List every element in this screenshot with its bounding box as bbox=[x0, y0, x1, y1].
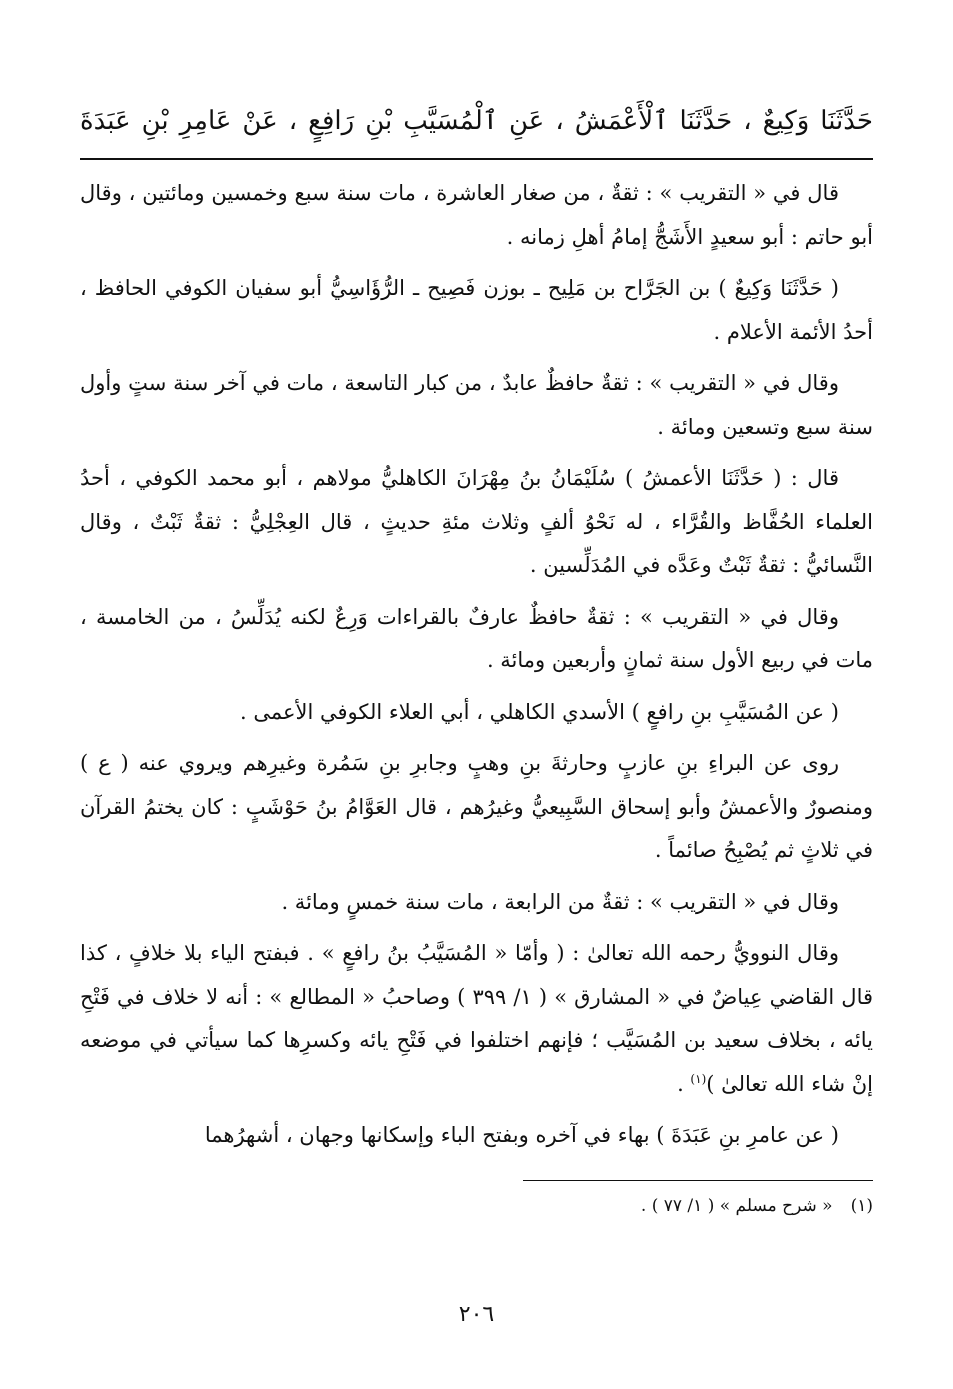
footnote-reference[interactable]: (١) bbox=[690, 1071, 707, 1086]
page-number: ٢٠٦ bbox=[458, 1302, 495, 1327]
page-body bbox=[80, 96, 873, 1221]
paragraph-6: ( عن المُسَيَّبِ بنِ رافعٍ ) الأسدي الكاهلي ، أبي العلاء الكوفي الأعمى . bbox=[239, 699, 839, 724]
paragraph-1: قال في « التقريب » : ثقةٌ ، من صغار العاشرة ، مات سنة سبع وخمسين ومائتين ، وقال أبو حاتم : أبو سعيدٍ الأَشَجُّ إمامُ أهلِ زمانه . bbox=[80, 181, 873, 249]
paragraph-5: وقال في « التقريب » : ثقةٌ حافظٌ عارفٌ بالقراءات وَرِعٌ لكنه يُدَلِّسُ ، من الخامسة ، مات في ربيع الأول سنة ثمانٍ وأربعين ومائة . bbox=[80, 604, 873, 672]
paragraph-10: ( عن عامرِ بنِ عَبَدَةَ ) بهاء في آخره وبفتح الباء وإسكانها وجهان ، أشهرُهما bbox=[204, 1123, 839, 1147]
paragraph-9 bbox=[80, 932, 873, 1106]
paragraph-3: وقال في « التقريب » : ثقةٌ حافظٌ عابدٌ ، من كبار التاسعة ، مات في آخر سنة ستٍ وأول سنة سبع وتسعين ومائة . bbox=[80, 371, 873, 439]
hadith-chain-heading: حَدَّثَنَا وَكِيعٌ ، حَدَّثَنَا ٱلْأَعْمَشُ ، عَنِ ٱلْمُسَيَّبِ بْنِ رَافِعٍ ، عَنْ عَامِرِ بْنِ عَبَدَةَ bbox=[80, 106, 873, 136]
footnote-divider bbox=[523, 1180, 873, 1181]
paragraph-4: قال : ( حَدَّثَنَا الأعمشُ ) سُلَيْمَانُ بنُ مِهْرَانَ الكاهليُّ مولاهم ، أبو محمد الكوفي ، أحدُ العلماء الحُفَّاظ والقُرَّاء ، له نَحْوُ ألفٍ وثلاث مئةِ حديثٍ ، قال العِجْلِيُّ : ثقةٌ ثَبْتٌ ، وقال النَّسائيُّ : ثقةٌ ثَبْتٌ وعَدَّه في المُدَلِّسين . bbox=[80, 466, 873, 577]
paragraph-9-text: وقال النوويُّ رحمه الله تعالىٰ : ( وأمّا « المُسَيَّبُ بنُ رافعٍ » . فبفتح الياء بلا خلافٍ ، كذا قال القاضي عِياضٌ في « المشارق » ( ١/ ٣٩٩ ) وصاحبُ « المطالع » : أنه لا خلاف في فَتْحِ يائه ، بخلاف سعيد بن المُسَيَّب ؛ فإنهم اختلفوا في فَتْحِ يائه وكسرِها كما سيأتي في موضعه إنْ شاء الله تعالىٰ ) bbox=[80, 941, 874, 1096]
commentary bbox=[80, 172, 873, 1158]
paragraph-2: ( حَدَّثَنَا وَكِيعٌ ) بن الجَرَّاح بن مَلِيح ـ بوزن فَصِيح ـ الرُّؤَاسِيُّ أبو سفيان الكوفي الحافظ ، أحدُ الأئمة الأعلام . bbox=[80, 276, 873, 344]
header-divider bbox=[80, 158, 873, 160]
paragraph-8: وقال في « التقريب » : ثقةٌ من الرابعة ، مات سنة خمسٍ ومائة . bbox=[281, 889, 839, 914]
paragraph-9-tail: . bbox=[677, 1071, 691, 1096]
footnote-marker: (١) bbox=[850, 1195, 873, 1216]
footnote bbox=[80, 1191, 873, 1221]
paragraph-7: روى عن البراءِ بنِ عازبٍ وحارثةَ بنِ وهبٍ وجابرِ بنِ سَمُرة وغيرِهم ويروي عنه ( ع ) ومنصورٌ والأعمشُ وأبو إسحاق السَّبِيعيُّ وغيرُهم ، قال العَوَّامُ بنُ حَوْشَبٍ : كان يختمُ القرآن في ثلاثٍ ثم يُصْبِحُ صائماً . bbox=[80, 751, 873, 862]
footnote-text: « شرح مسلم » ( ١/ ٧٧ ) . bbox=[640, 1195, 833, 1216]
